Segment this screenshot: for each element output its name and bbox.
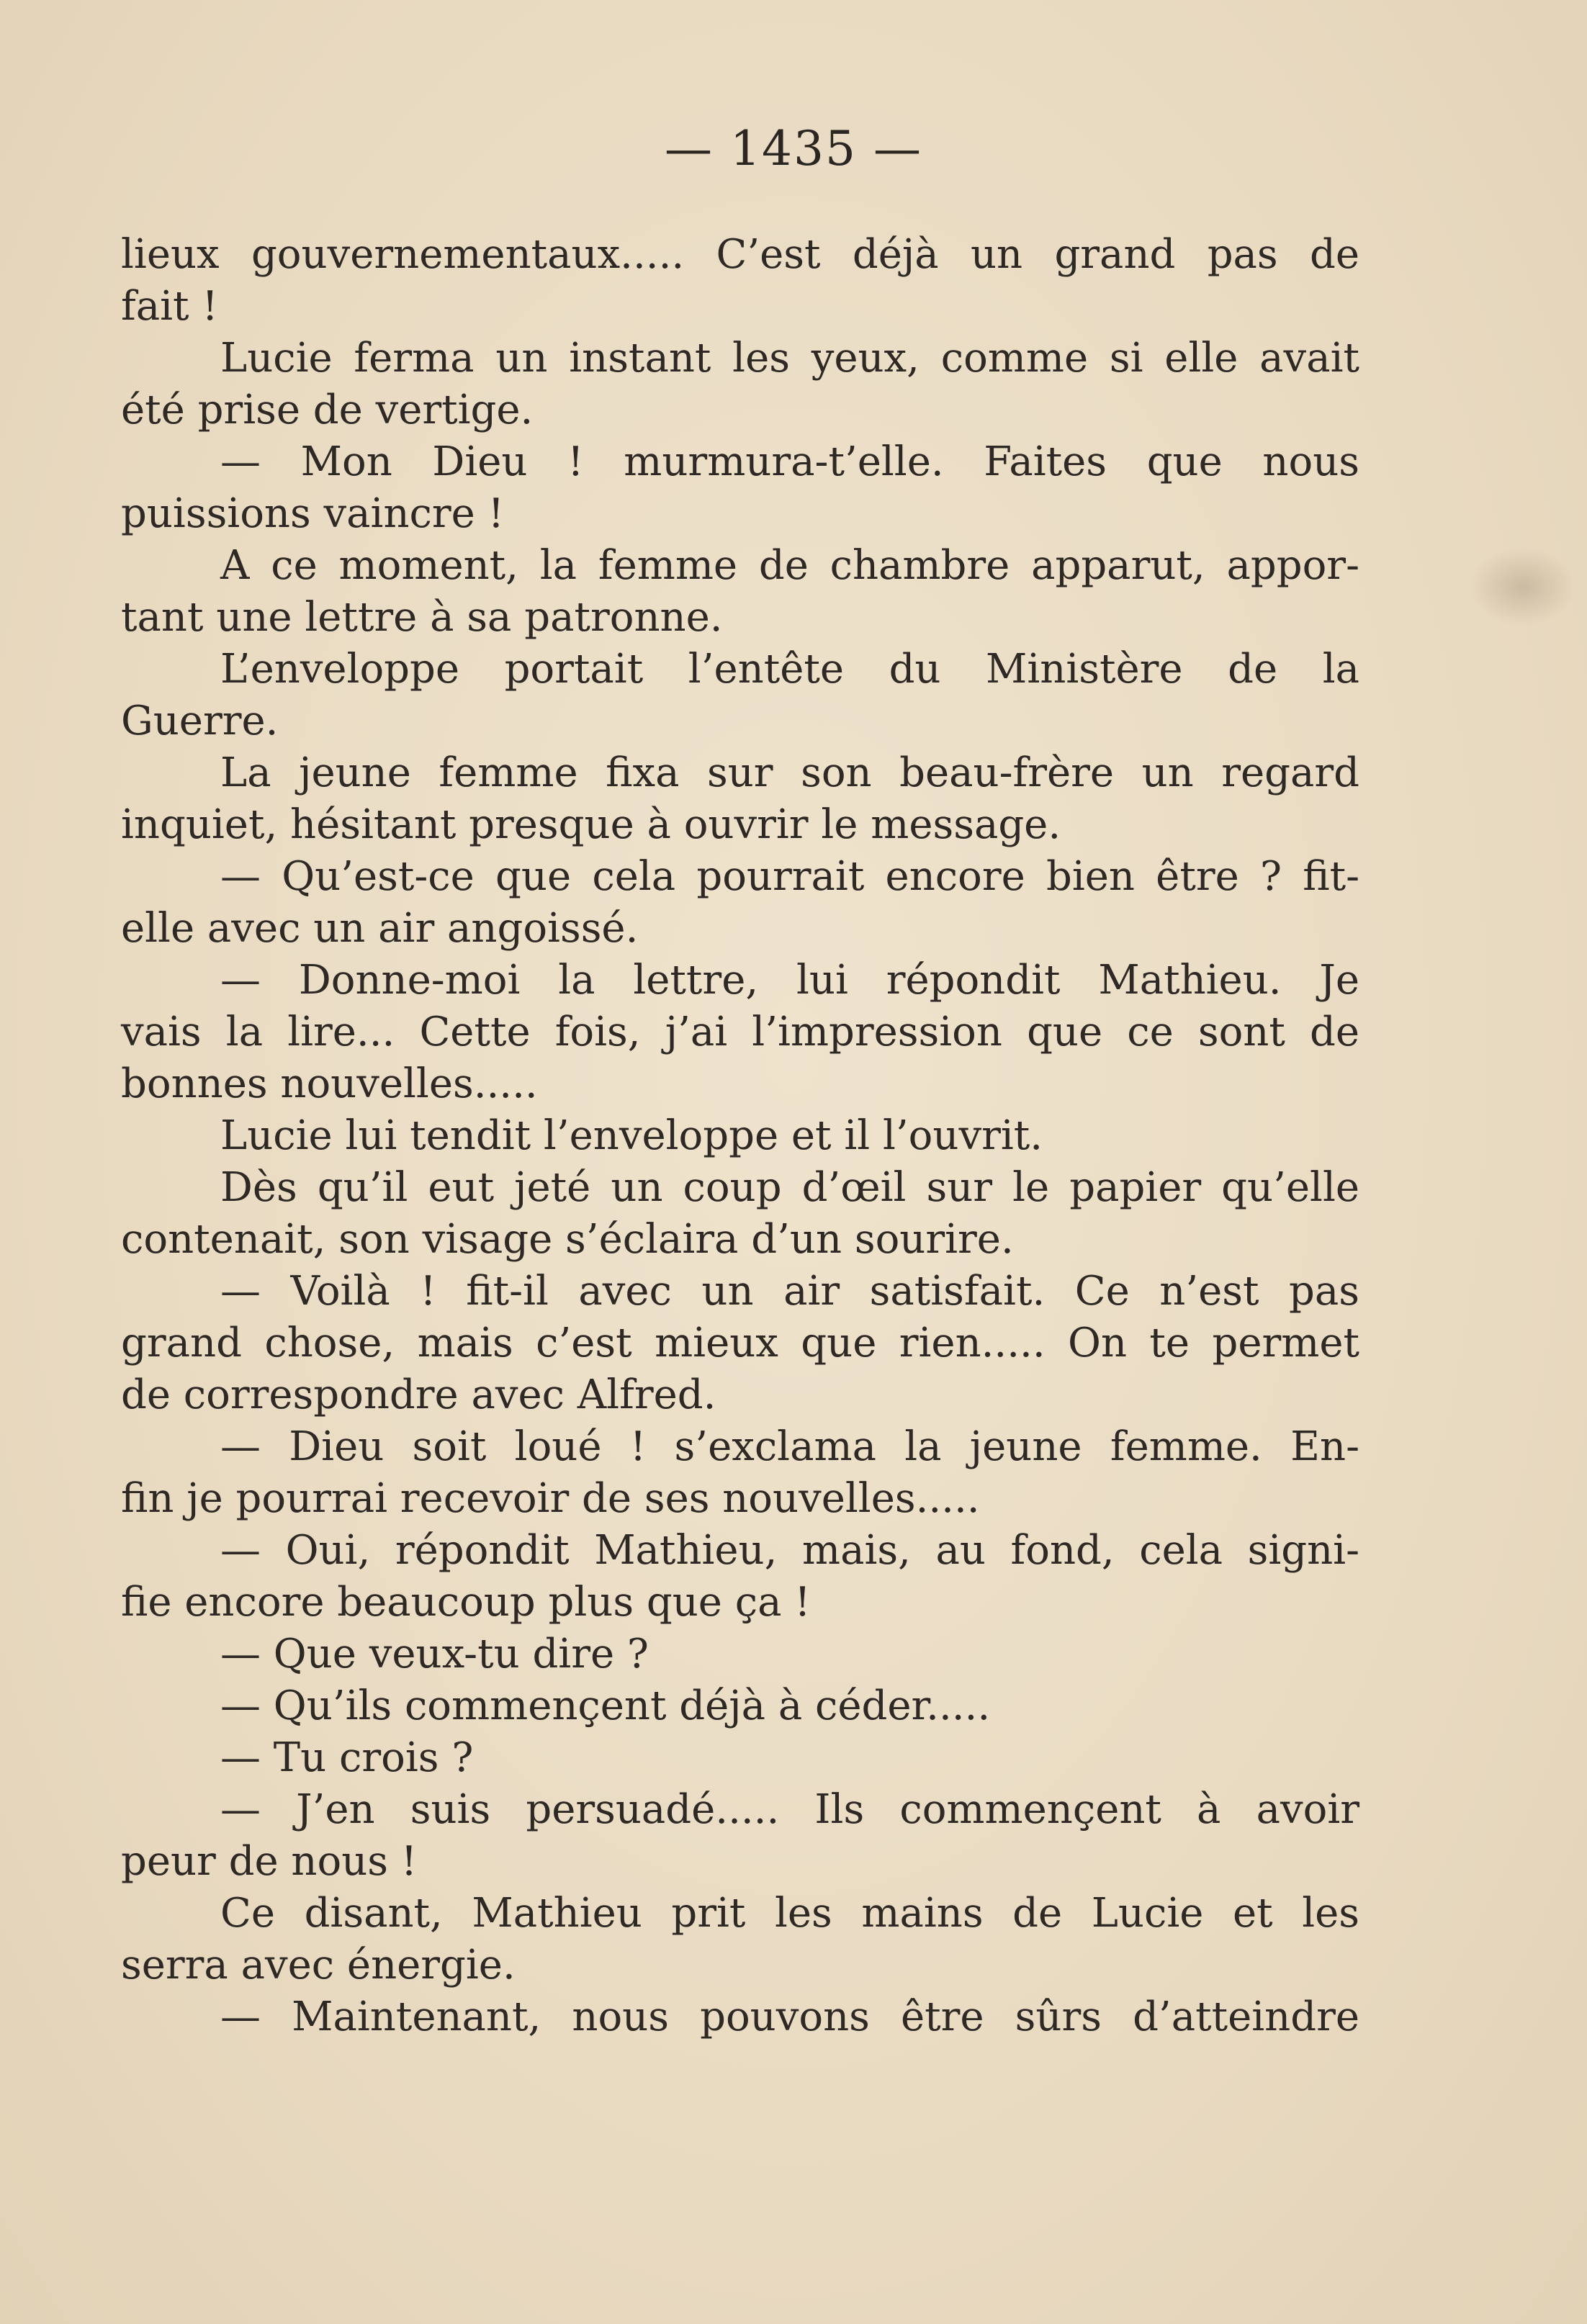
body-text — [121, 229, 1359, 2043]
text-line: — Tu crois ? — [220, 1734, 474, 1781]
text-line: Ce disant, Mathieu prit les mains de Lucie et les — [220, 1890, 1359, 1937]
text-line: Lucie lui tendit l’enveloppe et il l’ouvrit. — [220, 1112, 1043, 1159]
text-line: — Qu’ils commençent déjà à céder..... — [220, 1683, 991, 1729]
text-line: bonnes nouvelles..... — [121, 1060, 538, 1107]
text-line: contenait, son visage s’éclaira d’un sourire. — [121, 1216, 1014, 1263]
text-line: fin je pourrai recevoir de ses nouvelles..... — [121, 1475, 980, 1522]
text-line: Lucie ferma un instant les yeux, comme si elle avait — [220, 335, 1359, 382]
text-line: L’enveloppe portait l’entête du Ministère de la — [220, 646, 1359, 693]
text-line: A ce moment, la femme de chambre apparut, appor- — [220, 542, 1359, 589]
text-line: serra avec énergie. — [121, 1942, 516, 1989]
text-line: Guerre. — [121, 698, 279, 744]
text-line: — Dieu soit loué ! s’exclama la jeune femme. En- — [220, 1423, 1359, 1470]
text-line: — Que veux-tu dire ? — [220, 1631, 649, 1677]
text-line: été prise de vertige. — [121, 387, 534, 433]
text-line: grand chose, mais c’est mieux que rien..... On te permet — [121, 1320, 1359, 1366]
text-line: tant une lettre à sa patronne. — [121, 594, 723, 641]
text-line: inquiet, hésitant presque à ouvrir le message. — [121, 801, 1061, 848]
text-line: puissions vaincre ! — [121, 490, 505, 537]
text-line: vais la lire... Cette fois, j’ai l’impression que ce sont de — [121, 1009, 1359, 1055]
text-line: elle avec un air angoissé. — [121, 905, 639, 952]
text-line: — Donne-moi la lettre, lui répondit Mathieu. Je — [220, 957, 1359, 1004]
text-line: — Mon Dieu ! murmura-t’elle. Faites que nous — [220, 438, 1359, 485]
text-line: fait ! — [121, 283, 218, 330]
text-line: de correspondre avec Alfred. — [121, 1372, 716, 1418]
text-line: Dès qu’il eut jeté un coup d’œil sur le papier qu’elle — [220, 1164, 1359, 1211]
text-line: — Oui, répondit Mathieu, mais, au fond, cela signi- — [220, 1527, 1359, 1574]
text-line: — Voilà ! fit-il avec un air satisfait. Ce n’est pas — [220, 1268, 1359, 1315]
text-line: — J’en suis persuadé..... Ils commençent à avoir — [220, 1786, 1359, 1833]
text-line: — Qu’est-ce que cela pourrait encore bien être ? fit- — [220, 853, 1359, 900]
paper-stain — [1469, 547, 1577, 626]
page-number: — 1435 — — [665, 121, 922, 176]
text-line: lieux gouvernementaux..... C’est déjà un grand pas de — [121, 231, 1359, 278]
text-line: — Maintenant, nous pouvons être sûrs d’atteindre — [220, 1994, 1359, 2040]
text-line: peur de nous ! — [121, 1838, 418, 1885]
text-line: La jeune femme fixa sur son beau-frère un regard — [220, 749, 1359, 796]
text-line: fie encore beaucoup plus que ça ! — [121, 1579, 811, 1626]
